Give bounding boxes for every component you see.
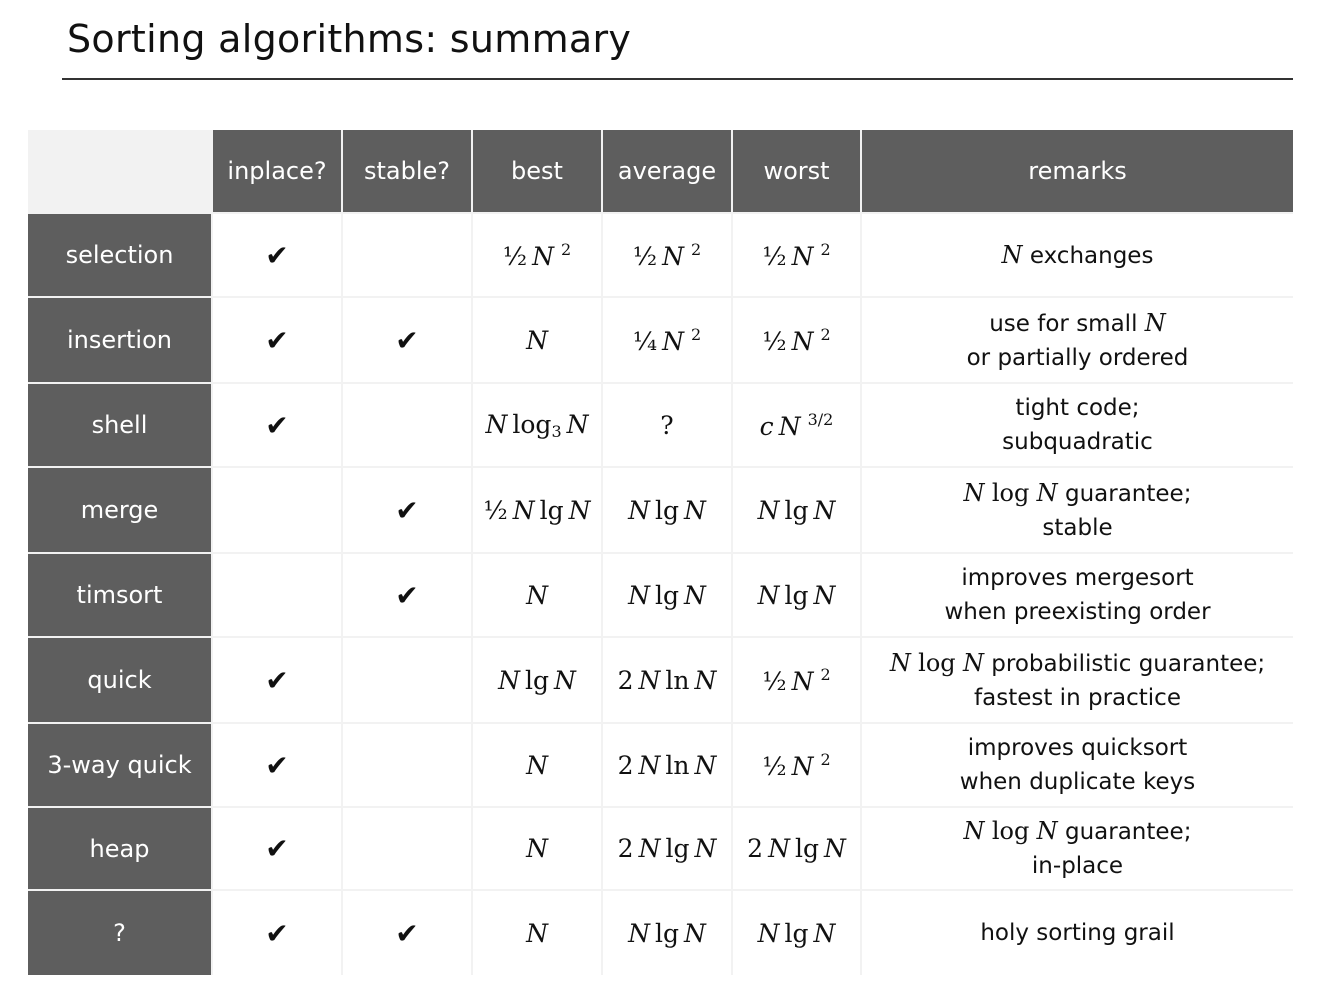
cell-stable — [343, 214, 471, 296]
best-value: N — [526, 918, 548, 948]
remark-line: N exchanges — [1001, 240, 1154, 269]
cell-remarks — [862, 891, 1293, 975]
cell-average — [603, 724, 731, 806]
cell-remarks — [862, 384, 1293, 466]
cell-average — [603, 554, 731, 636]
row-header: timsort — [28, 554, 211, 636]
cell-average — [603, 638, 731, 722]
cell-worst — [733, 468, 860, 552]
best-value: N — [526, 750, 548, 780]
row-header: heap — [28, 808, 211, 889]
column-header-worst: worst — [733, 130, 860, 212]
average-value: ½ N $^2$ — [632, 239, 702, 271]
cell-best — [473, 554, 601, 636]
remark-line: fastest in practice — [974, 684, 1181, 711]
row-header: 3-way quick — [28, 724, 211, 806]
cell-remarks — [862, 468, 1293, 552]
page-title: Sorting algorithms: summary — [67, 17, 632, 61]
average-value: ¼ N $^2$ — [632, 324, 702, 356]
check-icon: ✔ — [265, 748, 289, 782]
column-header-remarks: remarks — [862, 130, 1293, 212]
cell-worst — [733, 554, 860, 636]
cell-best — [473, 214, 601, 296]
row-header: quick — [28, 638, 211, 722]
cell-remarks — [862, 214, 1293, 296]
cell-worst — [733, 384, 860, 466]
worst-value: ½ N $^2$ — [762, 324, 831, 356]
remark-line: improves quicksort — [967, 735, 1188, 761]
cell-stable — [343, 891, 471, 975]
cell-inplace — [213, 384, 341, 466]
cell-inplace — [213, 724, 341, 806]
best-value: N — [526, 834, 548, 863]
worst-value: 2 N lg N — [747, 834, 846, 863]
remark-line: N log N probabilistic guarantee; — [889, 648, 1266, 677]
row-header: ? — [28, 891, 211, 975]
cell-inplace — [213, 214, 341, 296]
check-icon: ✔ — [395, 578, 419, 612]
remark-line: N log N guarantee; — [963, 817, 1192, 845]
best-value: N $\log_3 N$ — [485, 409, 589, 441]
cell-average — [603, 298, 731, 382]
check-icon: ✔ — [265, 832, 289, 865]
cell-stable — [343, 554, 471, 636]
row-header: insertion — [28, 298, 211, 382]
best-value: N lg N — [498, 665, 576, 695]
cell-average — [603, 214, 731, 296]
remark-line: subquadratic — [1002, 429, 1153, 455]
cell-average — [603, 468, 731, 552]
average-value: 2 N lg N — [617, 834, 717, 863]
remark-line: holy sorting grail — [980, 920, 1175, 946]
worst-value: N lg N — [757, 580, 836, 610]
average-value: 2 N ln N — [617, 750, 717, 780]
worst-value: ½ N $^2$ — [762, 664, 831, 696]
cell-worst — [733, 638, 860, 722]
best-value: ½ N lg N — [483, 495, 591, 525]
worst-value: ½ N $^2$ — [762, 239, 831, 271]
cell-inplace — [213, 468, 341, 552]
cell-best — [473, 891, 601, 975]
average-value: N lg N — [628, 580, 706, 610]
best-value: ½ N $^2$ — [502, 239, 572, 271]
worst-value: N lg N — [757, 495, 836, 525]
cell-worst — [733, 808, 860, 889]
row-header: selection — [28, 214, 211, 296]
cell-remarks — [862, 724, 1293, 806]
check-icon: ✔ — [265, 238, 289, 272]
check-icon: ✔ — [395, 323, 419, 357]
cell-remarks — [862, 808, 1293, 889]
row-header: merge — [28, 468, 211, 552]
cell-best — [473, 638, 601, 722]
cell-inplace — [213, 554, 341, 636]
check-icon: ✔ — [265, 916, 289, 950]
cell-best — [473, 468, 601, 552]
cell-remarks — [862, 298, 1293, 382]
cell-worst — [733, 724, 860, 806]
title-divider — [62, 78, 1293, 80]
remark-line: when preexisting order — [944, 599, 1211, 625]
cell-best — [473, 724, 601, 806]
remark-line: use for small N — [989, 308, 1166, 337]
cell-worst — [733, 214, 860, 296]
remark-line: in-place — [1031, 853, 1124, 879]
column-header-best: best — [473, 130, 601, 212]
cell-worst — [733, 891, 860, 975]
check-icon: ✔ — [265, 663, 289, 697]
cell-worst — [733, 298, 860, 382]
row-header: shell — [28, 384, 211, 466]
best-value: N — [526, 325, 548, 355]
remark-line: improves mergesort — [961, 565, 1194, 591]
worst-value: c N $^{3/2}$ — [759, 409, 834, 441]
check-icon: ✔ — [265, 408, 289, 442]
check-icon: ✔ — [395, 916, 419, 950]
cell-best — [473, 808, 601, 889]
average-value: N lg N — [628, 495, 706, 525]
cell-stable — [343, 724, 471, 806]
remark-line: or partially ordered — [966, 344, 1189, 371]
cell-stable — [343, 638, 471, 722]
check-icon: ✔ — [395, 493, 419, 527]
column-header-inplace: inplace? — [213, 130, 341, 212]
remark-line: tight code; — [1015, 395, 1140, 421]
column-header-average: average — [603, 130, 731, 212]
cell-average — [603, 808, 731, 889]
check-icon: ✔ — [265, 323, 289, 357]
best-value: N — [526, 580, 548, 610]
average-value: ? — [660, 410, 674, 440]
cell-best — [473, 298, 601, 382]
remark-line: stable — [1042, 514, 1113, 541]
average-value: 2 N ln N — [617, 665, 717, 695]
cell-stable — [343, 808, 471, 889]
cell-stable — [343, 384, 471, 466]
cell-stable — [343, 298, 471, 382]
cell-average — [603, 891, 731, 975]
cell-average — [603, 384, 731, 466]
cell-best — [473, 384, 601, 466]
worst-value: ½ N $^2$ — [762, 749, 831, 781]
cell-inplace — [213, 891, 341, 975]
cell-inplace — [213, 638, 341, 722]
cell-inplace — [213, 808, 341, 889]
cell-stable — [343, 468, 471, 552]
cell-remarks — [862, 554, 1293, 636]
remark-line: when duplicate keys — [959, 769, 1196, 795]
cell-inplace — [213, 298, 341, 382]
worst-value: N lg N — [757, 918, 836, 948]
average-value: N lg N — [628, 918, 706, 948]
remark-line: N log N guarantee; — [963, 478, 1192, 507]
column-header-stable: stable? — [343, 130, 471, 212]
cell-remarks — [862, 638, 1293, 722]
